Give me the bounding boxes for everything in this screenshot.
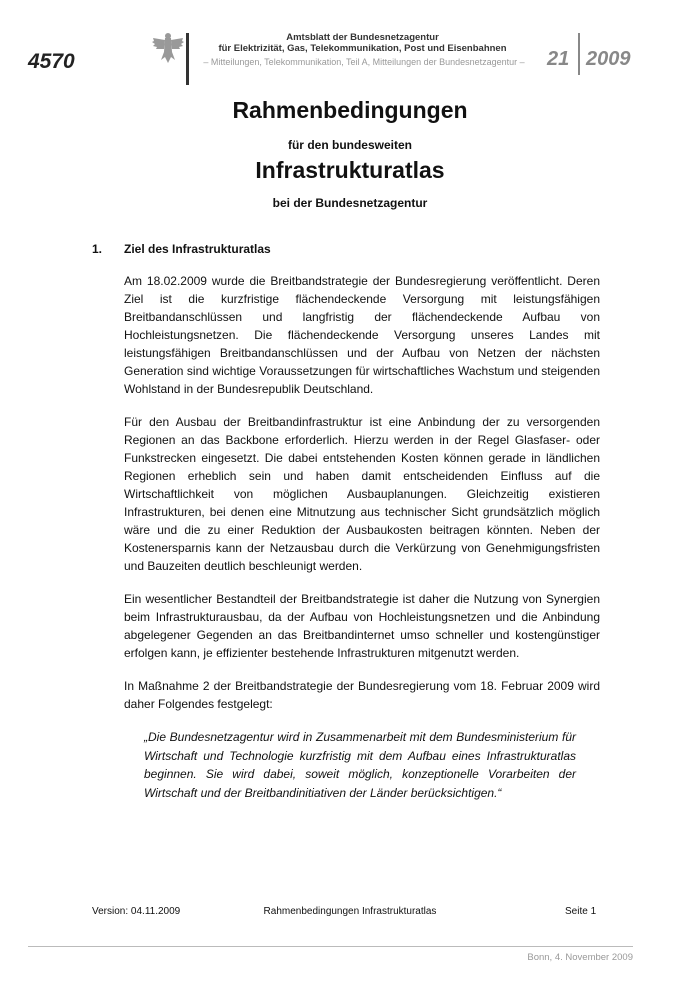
paragraph: Für den Ausbau der Breitbandinfrastruktur ist eine Anbindung der zu versorgenden Regionen an das Backbone erforderlich. Hierzu werden in der Regel Glasfaser- oder Funkstrecken eingesetzt. Die dabei entstehenden Kosten können gerade in ländlichen Regionen erheblich sein und haben damit entscheidenden Einfluss auf die Wirtschaftlichkeit von möglichen Ausbauplanungen. Gleichzeitig existieren Infrastrukturen, bei denen eine Mitnutzung aus technischer Sicht grundsätzlich möglich wäre und die zu einer Reduktion der Ausbaukosten beitragen könnten. Neben der Kostenersparnis kann der Netzausbau durch die Verkürzung von Genehmigungsfristen und Bauzeiten deutlich beschleunigt werden. [124,415,600,573]
issue-year: 2009 [586,48,631,70]
footer-page-number: Seite 1 [565,906,597,917]
gazette-title: Amtsblatt der Bundesnetzagentur [286,32,439,43]
block-quote: „Die Bundesnetzagentur wird in Zusammenarbeit mit dem Bundesministerium für Wirtschaft und Technologie kurzfristig mit dem Aufbau eines Infrastrukturatlas beginnen. Sie wird dabei, soweit möglich, konzeptionelle Vorarbeiten der Wirtschaft und der Breitbandinitiativen der Länder berücksichtigen.“ [144,730,576,800]
gazette-section: – Mitteilungen, Telekommunikation, Teil A, Mitteilungen der Bundesnetzagentur – [203,57,525,67]
document-title: Rahmenbedingungen [232,97,468,123]
section-heading: Ziel des Infrastrukturatlas [124,242,271,256]
footer-version: Version: 04.11.2009 [92,906,181,917]
paragraph: Ein wesentlicher Bestandteil der Breitbandstrategie ist daher die Nutzung von Synergien beim Infrastrukturausbau, da der Aufbau von Hochleistungsnetzen und die Anbindung abgelegener Gegenden an das Breitbandinternet umso schneller und kostengünstiger erfolgen kann, je effizienter bestehende Infrastrukturen mitgenutzt werden. [124,592,600,660]
footer-title: Rahmenbedingungen Infrastrukturatlas [263,906,437,917]
page-number: 4570 [28,50,75,73]
section-number: 1. [92,242,103,256]
document-subtitle-2: bei der Bundesnetzagentur [272,196,428,210]
document-subtitle-1: für den bundesweiten [287,138,412,152]
issue-divider [578,33,580,75]
document-title-2: Infrastrukturatlas [255,157,445,183]
federal-eagle-icon [150,30,186,66]
issue-number: 21 [547,48,570,70]
header-divider [186,33,189,85]
footer-divider [28,946,633,947]
paragraph: In Maßnahme 2 der Breitbandstrategie der Bundesregierung vom 18. Februar 2009 wird daher Folgendes festgelegt: [124,679,600,711]
gazette-subtitle: für Elektrizität, Gas, Telekommunikation, Post und Eisenbahnen [218,43,507,54]
paragraph: Am 18.02.2009 wurde die Breitbandstrategie der Bundesregierung veröffentlicht. Deren Ziel ist die kurzfristige flächendeckende Versorgung mit leistungsfähigen Breitbandanschlüssen und langfristig der flächendeckende Aufbau von Hochleistungsnetzen. Die flächendeckende Versorgung unseres Landes mit leistungsfähigen Breitbandanschlüssen und der Aufbau von Netzen der nächsten Generation sind wichtige Voraussetzungen für wirtschaftliches Wachstum und steigenden Wohlstand in der Bundesrepublik Deutschland. [124,274,600,396]
body-text [124,272,600,802]
footer-date: Bonn, 4. November 2009 [527,952,633,963]
